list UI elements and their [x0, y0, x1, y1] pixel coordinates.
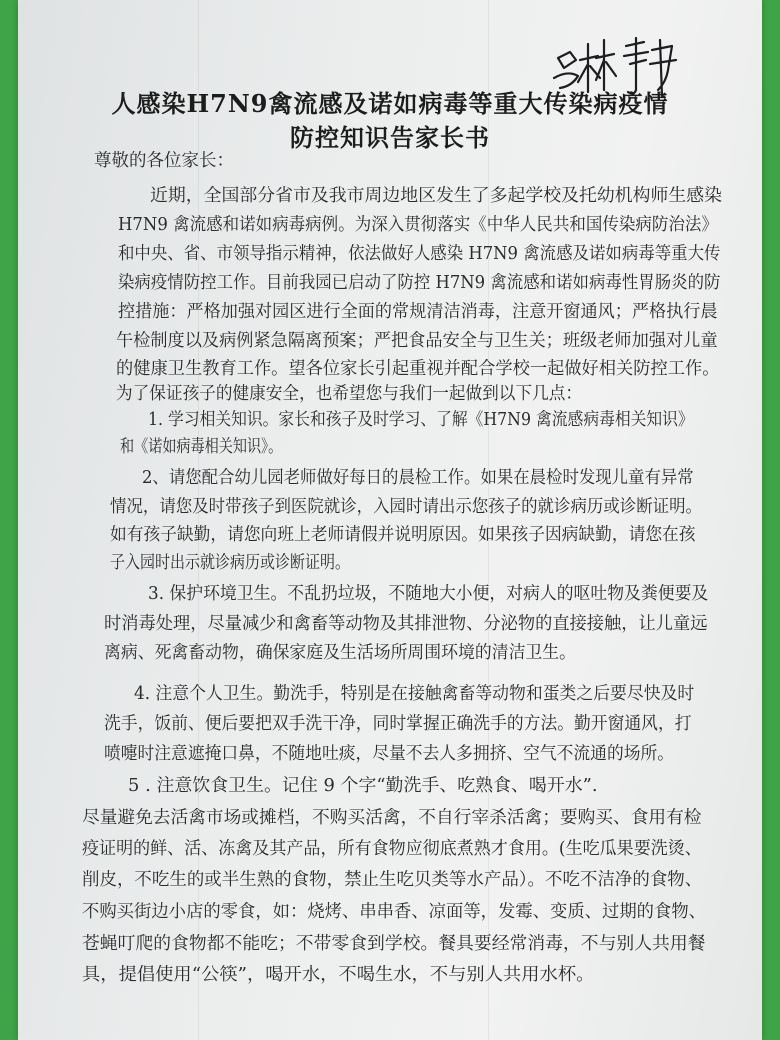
body-line: 为了保证孩子的健康安全，也希望您与我们一起做到以下几点：	[116, 384, 582, 404]
body-line: 近期，全国部分省市及我市周边地区发生了多起学校及托幼机构师生感染	[150, 186, 722, 206]
body-line: 控措施：严格加强对园区进行全面的常规清洁消毒，注意开窗通风；严格执行晨	[118, 302, 718, 322]
body-line: 的健康卫生教育工作。望各位家长引起重视并配合学校一起做好相关防控工作。	[116, 359, 720, 379]
body-line: 离病、死禽畜动物，确保家庭及生活场所周围环境的清洁卫生。	[104, 643, 576, 663]
body-line: 时消毒处理，尽量减少和禽畜等动物及其排泄物、分泌物的直接接触，让儿童远	[104, 614, 708, 634]
body-line: 和中央、省、市领导指示精神，依法做好人感染 H7N9 禽流感及诺如病毒等重大传	[118, 244, 721, 264]
title-line-1: 人感染H7N9禽流感及诺如病毒等重大传染病疫情	[111, 89, 669, 118]
body-line: 和《诺如病毒相关知识》。	[120, 437, 283, 457]
body-line: 苍蝇叮爬的食物都不能吃；不带零食到学校。餐具要经常消毒，不与别人共用餐	[82, 934, 706, 954]
greeting: 尊敬的各位家长：	[94, 151, 234, 171]
body-line: H7N9 禽流感和诺如病毒病例。为深入贯彻落实《中华人民共和国传染病防治法》	[118, 215, 718, 235]
body-line: 喷嚏时注意遮掩口鼻，不随地吐痰，尽量不去人多拥挤、空气不流通的场所。	[104, 744, 674, 764]
body-line: 子入园时出示就诊病历或诊断证明。	[110, 553, 350, 573]
body-line: 午检制度以及病例紧急隔离预案；严把食品安全与卫生关；班级老师加强对儿童	[116, 331, 718, 351]
body-line: 情况，请您及时带孩子到医院就诊，入园时请出示您孩子的就诊病历或诊断证明。	[110, 497, 702, 517]
body-line: 洗手，饭前、便后要把双手洗干净，同时掌握正确洗手的方法。勤开窗通风，打	[104, 714, 692, 734]
body-line: 4. 注意个人卫生。勤洗手，特别是在接触禽畜等动物和蛋类之后要尽快及时	[134, 684, 695, 704]
body-line: 2、请您配合幼儿园老师做好每日的晨检工作。如果在晨检时发现儿童有异常	[142, 468, 694, 488]
body-line: 染病疫情防控工作。目前我园已启动了防控 H7N9 禽流感和诺如病毒性胃肠炎的防	[118, 273, 721, 293]
body-line: 疫证明的鲜、活、冻禽及其产品，所有食物应彻底煮熟才食用。(生吃瓜果要洗烫、	[82, 839, 702, 859]
body-line: 不购买街边小店的零食，如：烧烤、串串香、凉面等，发霉、变质、过期的食物、	[82, 902, 706, 922]
body-line: 3. 保护环境卫生。不乱扔垃圾，不随地大小便，对病人的呕吐物及粪便要及	[148, 584, 709, 604]
title-line-2: 防控知识告家长书	[290, 123, 490, 152]
body-line: 削皮，不吃生的或半生熟的食物，禁止生吃贝类等水产品）。不吃不洁净的食物、	[82, 870, 703, 890]
body-line: 5 . 注意饮食卫生。记住 9 个字“勤洗手、吃熟食、喝开水”.	[128, 776, 598, 796]
body-line: 具，提倡使用“公筷”，喝开水，不喝生水，不与别人共用水杯。	[82, 965, 595, 985]
body-line: 尽量避免去活禽市场或摊档，不购买活禽，不自行宰杀活禽；要购买、食用有检	[82, 808, 702, 828]
body-line: 1. 学习相关知识。家长和孩子及时学习、了解《H7N9 禽流感病毒相关知识》	[148, 410, 694, 430]
body-line: 如有孩子缺勤，请您向班上老师请假并说明原因。如果孩子因病缺勤，请您在孩	[110, 525, 696, 545]
